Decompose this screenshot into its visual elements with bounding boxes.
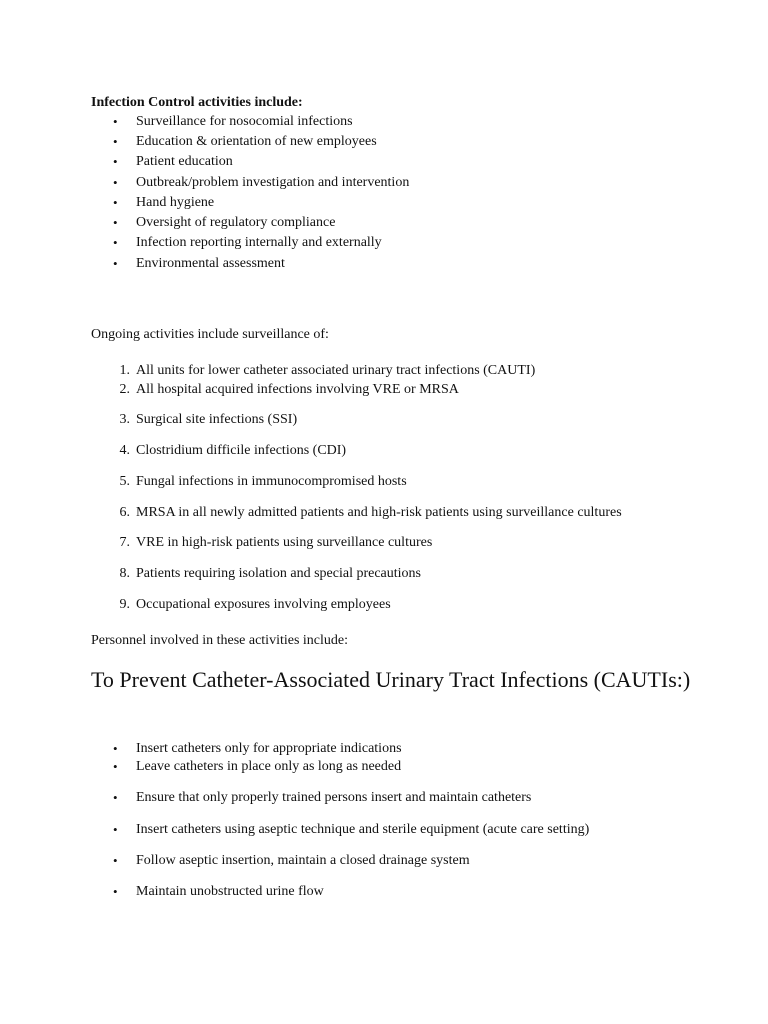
- bullet-icon: •: [113, 215, 118, 230]
- list-item: Outbreak/problem investigation and intervention: [136, 175, 410, 190]
- bullet-icon: •: [113, 154, 118, 169]
- list-number: 7.: [119, 535, 130, 550]
- section-heading: To Prevent Catheter-Associated Urinary Tract Infections (CAUTIs:): [91, 667, 691, 692]
- bullet-icon: •: [113, 256, 118, 271]
- list-item: Environmental assessment: [136, 256, 285, 271]
- bullet-icon: •: [113, 822, 118, 837]
- bullet-icon: •: [113, 235, 118, 250]
- list-item: MRSA in all newly admitted patients and high-risk patients using surveillance cultures: [136, 505, 622, 520]
- paragraph-intro: Ongoing activities include surveillance of:: [91, 327, 329, 342]
- list-item: Oversight of regulatory compliance: [136, 215, 336, 230]
- bullet-icon: •: [113, 114, 118, 129]
- list-number: 5.: [119, 474, 130, 489]
- bullet-icon: •: [113, 741, 118, 756]
- list-number: 2.: [119, 382, 130, 397]
- bullet-icon: •: [113, 853, 118, 868]
- list-item: Occupational exposures involving employees: [136, 597, 391, 612]
- list-item: Maintain unobstructed urine flow: [136, 884, 324, 899]
- bullet-icon: •: [113, 134, 118, 149]
- list-item: Infection reporting internally and externally: [136, 235, 382, 250]
- list-item: Patient education: [136, 154, 233, 169]
- list-item: Education & orientation of new employees: [136, 134, 377, 149]
- list-item: All units for lower catheter associated urinary tract infections (CAUTI): [136, 363, 536, 378]
- list-item: Ensure that only properly trained persons insert and maintain catheters: [136, 790, 532, 805]
- list-item: Hand hygiene: [136, 195, 215, 210]
- list-item: All hospital acquired infections involving VRE or MRSA: [136, 382, 459, 397]
- bullet-icon: •: [113, 884, 118, 899]
- list-item: Patients requiring isolation and special precautions: [136, 566, 421, 581]
- bullet-icon: •: [113, 790, 118, 805]
- paragraph-personnel: Personnel involved in these activities include:: [91, 633, 348, 648]
- list-item: Leave catheters in place only as long as needed: [136, 759, 402, 774]
- list-item: Insert catheters using aseptic technique and sterile equipment (acute care setting): [136, 822, 590, 837]
- list-item: Insert catheters only for appropriate indications: [136, 741, 402, 756]
- list-item: Surgical site infections (SSI): [136, 412, 298, 427]
- bullet-icon: •: [113, 175, 118, 190]
- list-item: Clostridium difficile infections (CDI): [136, 443, 347, 458]
- list-item: Surveillance for nosocomial infections: [136, 114, 353, 129]
- bullet-icon: •: [113, 759, 118, 774]
- list-number: 3.: [119, 412, 130, 427]
- list-number: 6.: [119, 505, 130, 520]
- list-number: 8.: [119, 566, 130, 581]
- list-item: VRE in high-risk patients using surveillance cultures: [136, 535, 433, 550]
- list-item: Follow aseptic insertion, maintain a closed drainage system: [136, 853, 470, 868]
- bullet-icon: •: [113, 195, 118, 210]
- list-item: Fungal infections in immunocompromised hosts: [136, 474, 407, 489]
- section-title: Infection Control activities include:: [91, 95, 303, 110]
- list-number: 9.: [119, 597, 130, 612]
- list-number: 1.: [119, 363, 130, 378]
- list-number: 4.: [119, 443, 130, 458]
